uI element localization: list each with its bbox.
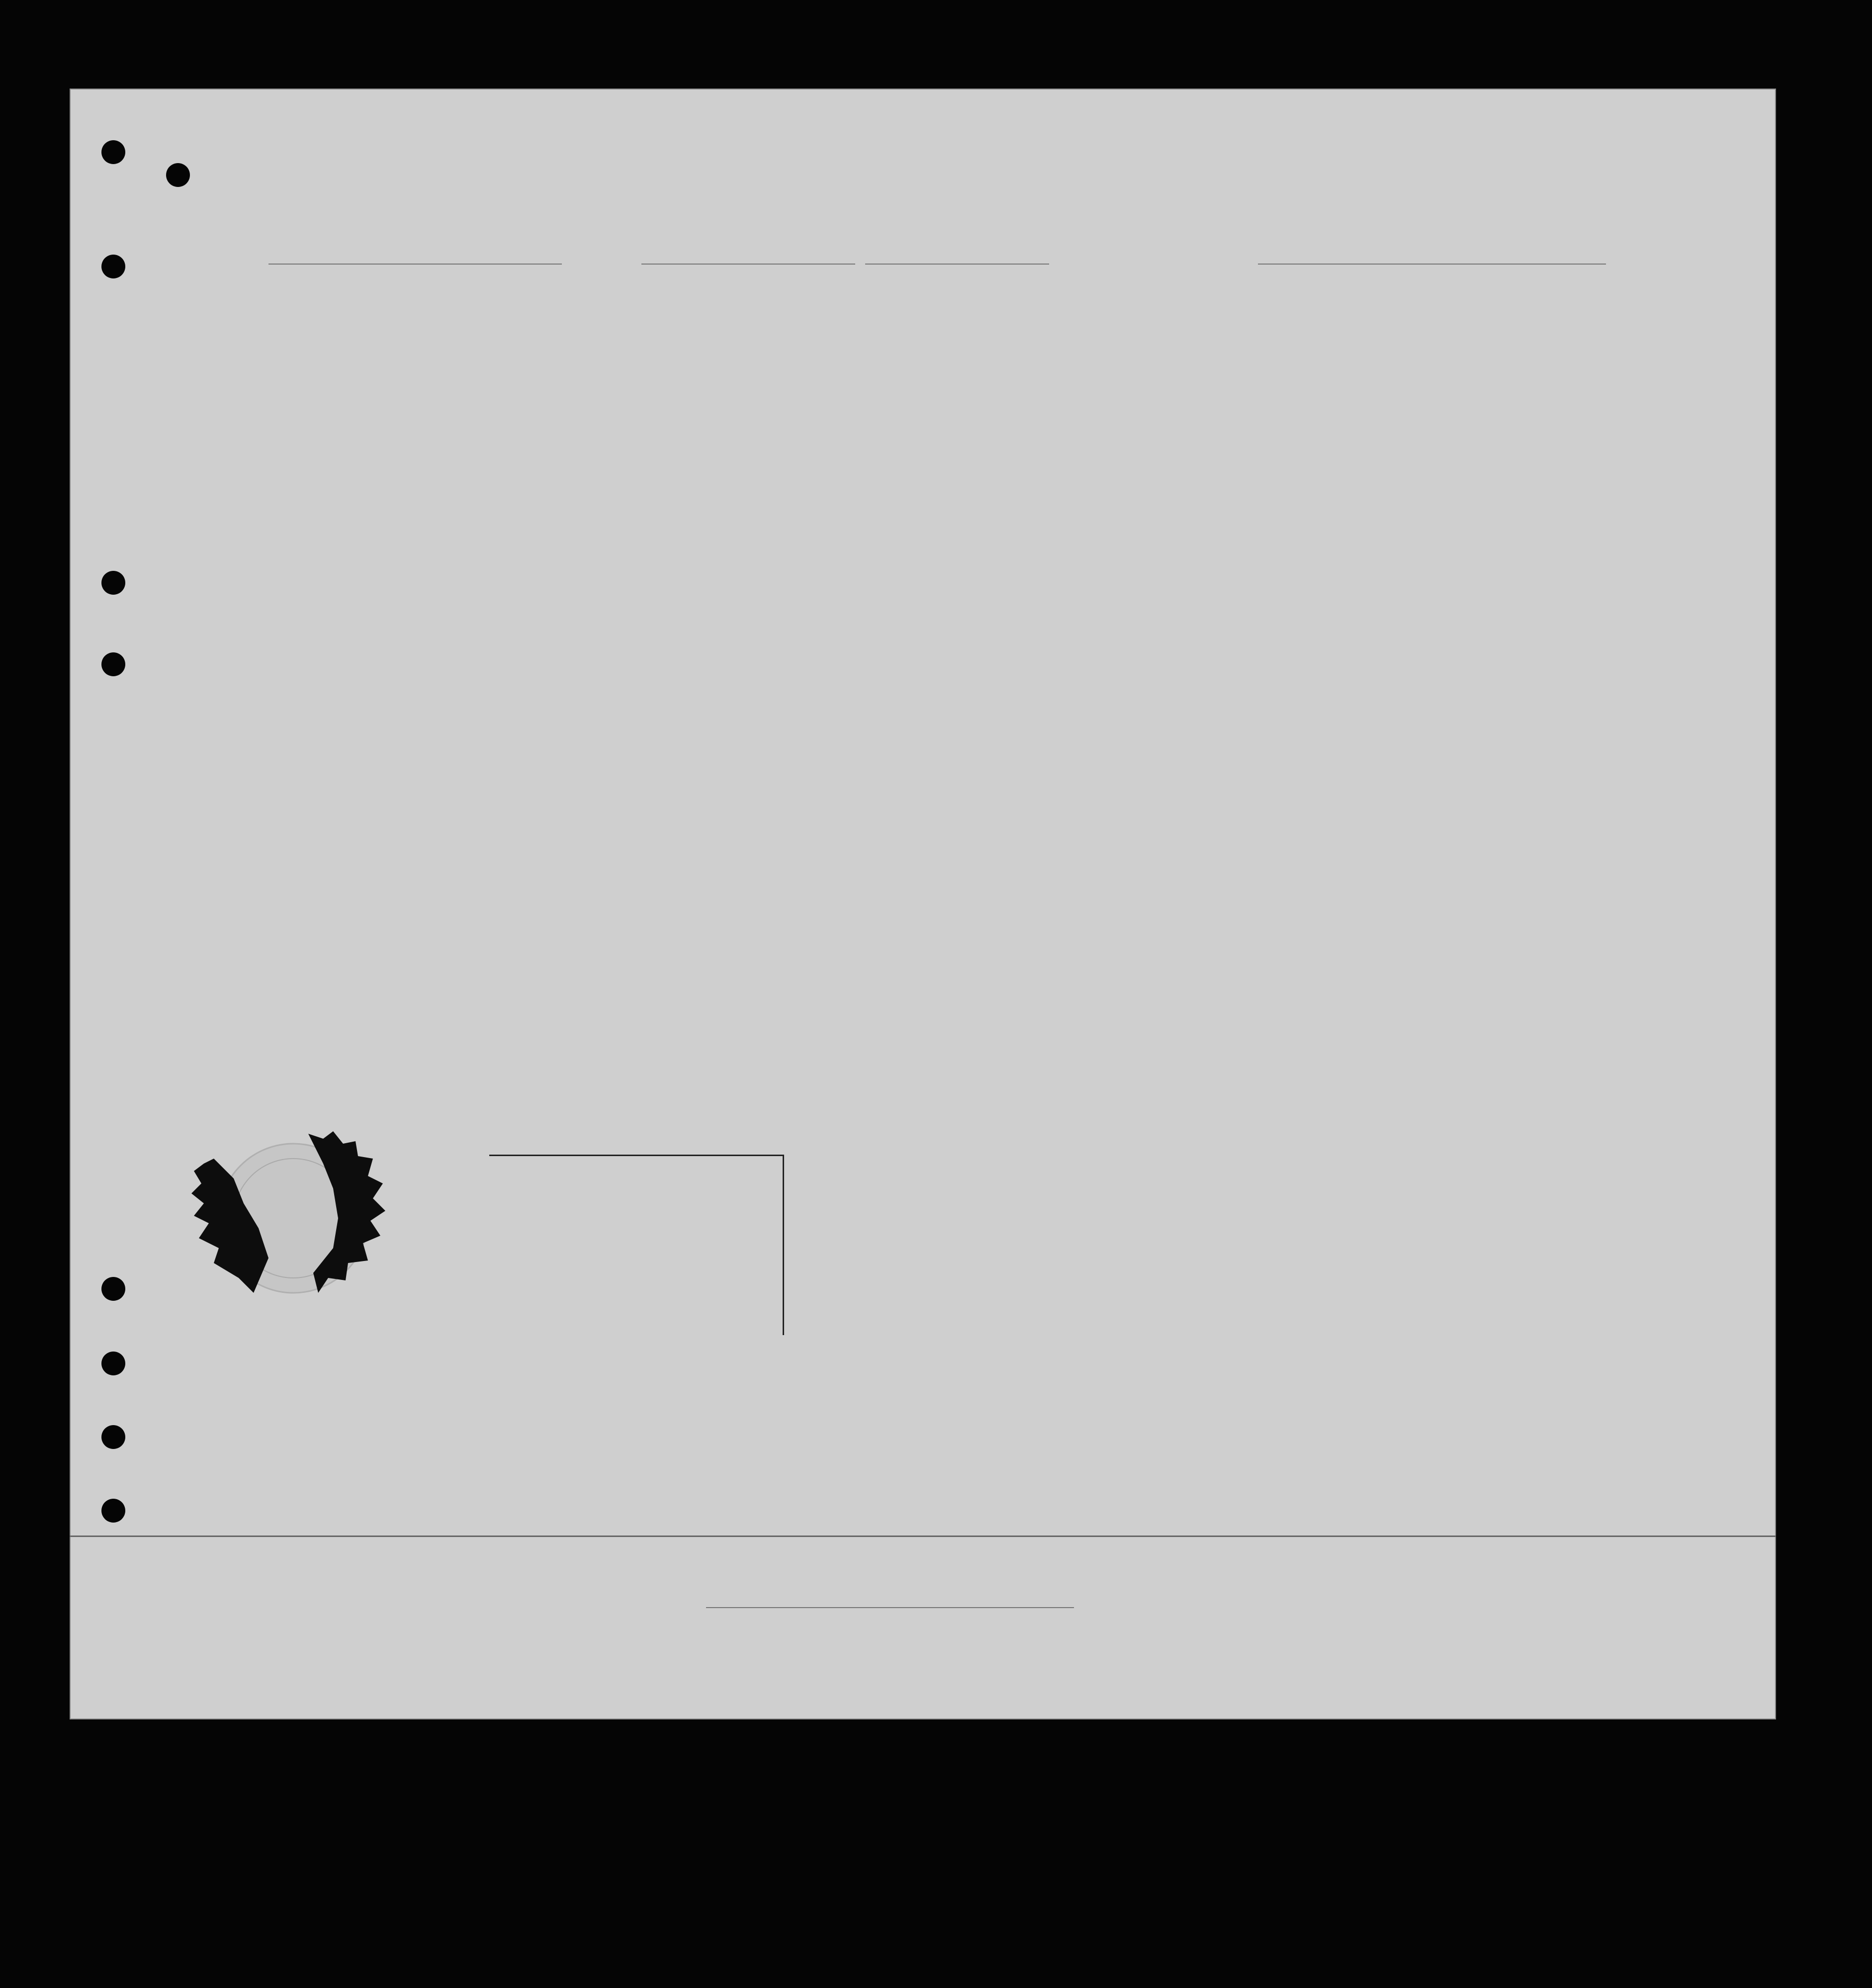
page-subtitle <box>119 185 1666 205</box>
manifest-sheet <box>70 89 1776 1719</box>
punch-hole <box>101 140 125 164</box>
punch-hole <box>101 1352 125 1375</box>
punch-hole <box>101 571 125 595</box>
punch-hole <box>101 652 125 676</box>
consular-seal-icon <box>184 1129 403 1318</box>
punch-hole <box>101 1425 125 1449</box>
punch-hole <box>101 255 125 278</box>
consul-stamp-text <box>492 1157 622 1191</box>
punch-hole <box>101 1499 125 1523</box>
punch-hole <box>101 1277 125 1301</box>
punch-hole <box>166 163 190 187</box>
